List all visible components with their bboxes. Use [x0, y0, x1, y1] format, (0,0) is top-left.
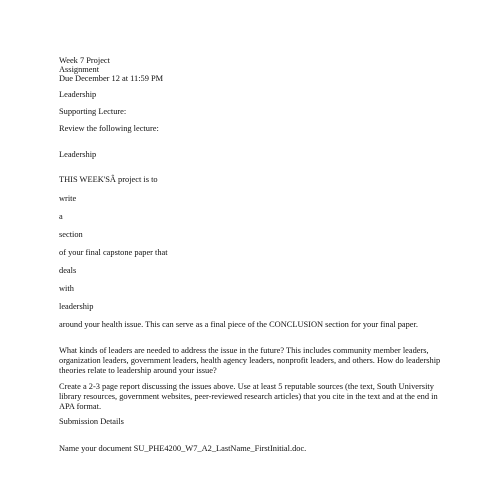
fragment-section: section [59, 230, 83, 239]
report-instructions-paragraph: Create a 2-3 page report discussing the issues above. Use at least 5 reputable sources (the text, South University library resources, government websites, peer-reviewed research articles) that you cite in the text and at the end in APA format. [59, 382, 438, 411]
fragment-a: a [59, 212, 63, 221]
submission-details-heading: Submission Details [59, 417, 124, 426]
review-lecture-line: Review the following lecture: [59, 124, 159, 133]
header-due-date: Due December 12 at 11:59 PM [59, 74, 164, 83]
fragment-with: with [59, 284, 74, 293]
header-assignment: Assignment [59, 65, 100, 74]
topic-title: Leadership [59, 90, 97, 99]
header-week: Week 7 Project [59, 56, 110, 65]
fragment-leadership: leadership [59, 302, 94, 311]
filename-instruction: Name your document SU_PHE4200_W7_A2_LastName_FirstInitial.doc. [59, 444, 307, 453]
conclusion-paragraph: around your health issue. This can serve as a final piece of the CONCLUSION section for your final paper. [59, 320, 418, 329]
supporting-lecture-label: Supporting Lecture: [59, 107, 127, 116]
fragment-write: write [59, 194, 77, 203]
fragment-deals: deals [59, 266, 77, 275]
fragment-capstone: of your final capstone paper that [59, 248, 168, 257]
lecture-name: Leadership [59, 150, 97, 159]
project-intro-fragment: THIS WEEK'SÂ project is to [59, 175, 158, 184]
leaders-question-paragraph: What kinds of leaders are needed to address the issue in the future? This includes community member leaders, organization leaders, government leaders, health agency leaders, nonprofit leaders, and others. How do leadership theories relate to leadership around your issue? [59, 346, 441, 375]
